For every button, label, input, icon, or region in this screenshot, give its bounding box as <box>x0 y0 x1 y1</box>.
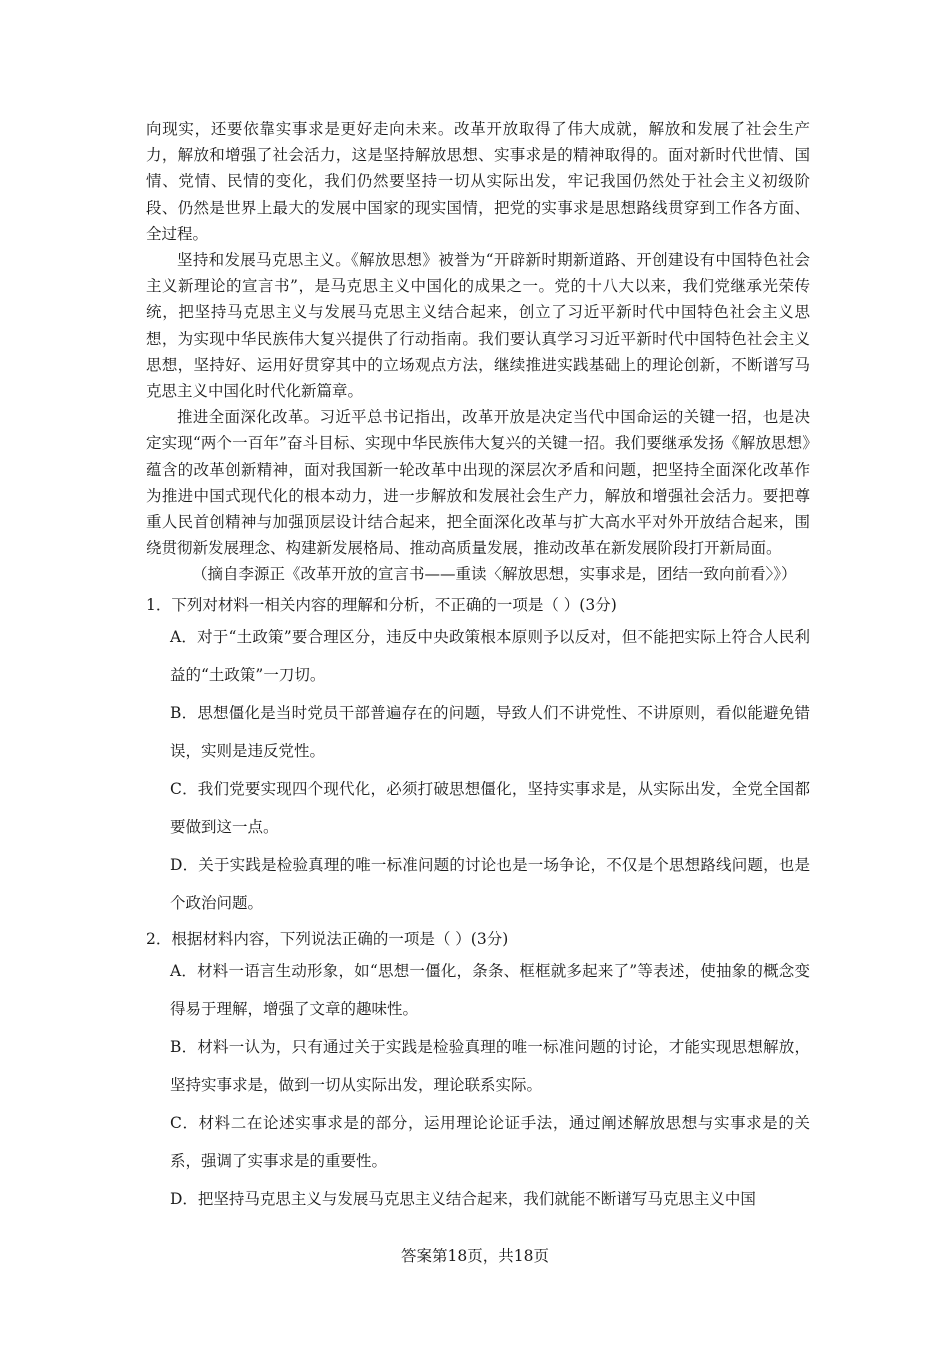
option-a: A．对于“土政策”要合理区分，违反中央政策根本原则予以反对，但不能把实际上符合人民利益的“土政策”一刀切。 <box>170 627 810 684</box>
question-1 <box>146 592 810 922</box>
option-c: C．材料二在论述实事求是的部分，运用理论论证手法，通过阐述解放思想与实事求是的关系，强调了实事求是的重要性。 <box>170 1113 810 1170</box>
option-b: B．材料一认为，只有通过关于实践是检验真理的唯一标准问题的讨论，才能实现思想解放，坚持实事求是，做到一切从实际出发，理论联系实际。 <box>170 1037 810 1094</box>
page-content <box>146 116 810 1218</box>
option-d: D．把坚持马克思主义与发展马克思主义结合起来，我们就能不断谱写马克思主义中国 <box>170 1189 756 1208</box>
page-footer: 答案第18页，共18页 <box>401 1247 549 1265</box>
option-c: C．我们党要实现四个现代化，必须打破思想僵化，坚持实事求是，从实际出发，全党全国都要做到这一点。 <box>170 779 810 836</box>
question-stem: 1．下列对材料一相关内容的理解和分析，不正确的一项是（ ）(3分) <box>146 595 617 614</box>
passage-paragraph: 向现实，还要依靠实事求是更好走向未来。改革开放取得了伟大成就，解放和发展了社会生产力，解放和增强了社会活力，这是坚持解放思想、实事求是的精神取得的。面对新时代世情、国情、党情、民情的变化，我们仍然要坚持一切从实际出发，牢记我国仍然处于社会主义初级阶段、仍然是世界上最大的发展中国家的现实国情，把党的实事求是思想路线贯穿到工作各方面、全过程。 <box>146 120 810 243</box>
passage-paragraph: 推进全面深化改革。习近平总书记指出，改革开放是决定当代中国命运的关键一招，也是决定实现“两个一百年”奋斗目标、实现中华民族伟大复兴的关键一招。我们要继承发扬《解放思想》蕴含的改革创新精神，面对我国新一轮改革中出现的深层次矛盾和问题，把坚持全面深化改革作为推进中国式现代化的根本动力，进一步解放和发展社会生产力，解放和增强社会活力。要把尊重人民首创精神与加强顶层设计结合起来，把全面深化改革与扩大高水平对外开放结合起来，围绕贯彻新发展理念、构建新发展格局、推动高质量发展，推动改革在新发展阶段打开新局面。 <box>146 408 810 558</box>
passage-source: （摘自李源正《改革开放的宣言书——重读〈解放思想，实事求是，团结一致向前看〉》） <box>192 565 797 584</box>
question-stem: 2．根据材料内容，下列说法正确的一项是（ ）(3分) <box>146 929 509 948</box>
question-2 <box>146 926 810 1218</box>
passage-paragraph: 坚持和发展马克思主义。《解放思想》被誉为“开辟新时期新道路、开创建设有中国特色社会主义新理论的宣言书”，是马克思主义中国化的成果之一。党的十八大以来，我们党继承光荣传统，把坚持马克思主义与发展马克思主义结合起来，创立了习近平新时代中国特色社会主义思想，为实现中华民族伟大复兴提供了行动指南。我们要认真学习习近平新时代中国特色社会主义思想，坚持好、运用好贯穿其中的立场观点方法，继续推进实践基础上的理论创新，不断谱写马克思主义中国化时代化新篇章。 <box>146 251 810 401</box>
option-a: A．材料一语言生动形象，如“思想一僵化，条条、框框就多起来了”等表述，使抽象的概念变得易于理解，增强了文章的趣味性。 <box>170 961 810 1018</box>
option-b: B．思想僵化是当时党员干部普遍存在的问题，导致人们不讲党性、不讲原则，看似能避免错误，实则是违反党性。 <box>170 703 810 760</box>
option-d: D．关于实践是检验真理的唯一标准问题的讨论也是一场争论，不仅是个思想路线问题，也是个政治问题。 <box>170 855 810 912</box>
